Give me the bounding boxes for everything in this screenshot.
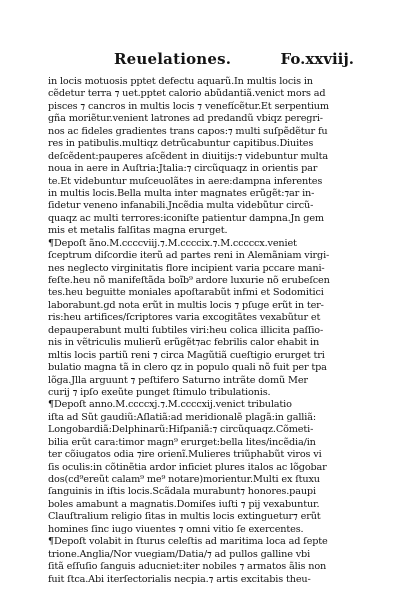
text-line: Clauſtralium religio ſitas in multis locis extinguetur⁊ erũt	[48, 511, 321, 523]
text-line: bilia erũt cara:timor magn⁹ erurget:bella lites/incẽdia/in	[48, 436, 316, 448]
text-line: quaqz ac multi terrores:iconiſte patientur dampna.Jn gem	[48, 212, 324, 224]
text-line: in multis locis.Bella multa inter magnates erũgẽt:⁊ar in-	[48, 187, 315, 199]
text-line: nos ac fideles gradientes trans capos:⁊ multi suſpẽdẽtur fu	[48, 125, 328, 137]
text-line: ris:heu artifices/ſcriptores varia excogitãtes vexabũtur et	[48, 312, 321, 324]
text-line: feſte.heu nõ manifeſtãda boĩb⁹ ardore luxurie nõ erubeſcen	[48, 275, 330, 286]
text-line: iſta ad Sũt gaudiũ:Aſlatiã:ad meridionalẽ plagã:in galliã:	[48, 411, 316, 423]
text-line: homines ſinc iugo viuentes ⁊ omni vitio ſe exercentes.	[48, 523, 304, 535]
running-title: Reuelationes.	[114, 50, 232, 68]
text-line: gña moriẽtur.venient latrones ad predandũ vbiqz peregri-	[48, 113, 323, 125]
text-line: ſis oculis:in cõtinẽtia ardor inficiet plures italos ac lõgobar	[48, 461, 327, 473]
text-line: ſceptrum diſcordie iterũ ad partes reni in Alemãniam virgi-	[48, 250, 330, 262]
text-line: deſcẽdent:pauperes aſcẽdent in diuitijs:⁊ videbuntur multa	[48, 150, 328, 162]
text-line: pisces ⁊ cancros in multis locis ⁊ venefícẽtur.Et serpentium	[48, 100, 329, 112]
text-line: nes neglecto virginitatis flore incipient varia pccare mani-	[48, 262, 325, 274]
text-line: in locis motuosis pptet defectu aquarũ.In multis locis in	[48, 76, 313, 87]
text-line: laborabunt.gd nota erũt in multis locis ⁊ pſuge erũt in ter-	[48, 299, 324, 311]
text-line: ſidetur veneno infanabili.Jncẽdia multa videbũtur circũ-	[48, 200, 314, 212]
text-line: mis et metalis falſitas magna erurget.	[48, 225, 228, 237]
text-line: Longobardiã:Delphinarũ:Hiſpaniã:⁊ circũquaqz.Cõmeti-	[48, 424, 314, 436]
running-header	[48, 50, 354, 72]
text-line: depauperabunt multi ſubtiles viri:heu colica illicita paſſio-	[48, 324, 324, 336]
folio-number: Fo.xxviij.	[280, 50, 354, 68]
text-line: dos(cd⁹ereũt calam⁹ me⁹ notare)morientur.Multi ex ſtuxu	[48, 474, 320, 485]
text-line: trione.Anglia/Nor vuegiam/Datia/⁊ ad pullos galline vbi	[48, 548, 311, 560]
text-block	[48, 76, 360, 586]
text-line: res in patibulis.multiqz detrũcabuntur capitibus.Diuites	[48, 138, 314, 150]
text-line: noua in aere in Auſtria:Jtalia:⁊ circũquaqz in orientis par	[48, 163, 318, 175]
text-line: tes.heu beguitte moniales apoſtarabũt infmi et Sodomitici	[48, 287, 324, 299]
text-line: ſitã eſſuſio ſanguis aducniet:iter nobiles ⁊ armatos ãlis non	[48, 561, 327, 573]
text-line: lõga.Jlla arguunt ⁊ peſtifero Saturno intrãte domũ Mer	[48, 374, 308, 386]
text-line: cẽdetur terra ⁊ uet.pptet calorio abũdantiã.venict mors ad	[48, 88, 326, 100]
text-line: ¶Depoſt anno.M.ccccxj.⁊.M.ccccxij.venict tribulatio	[48, 399, 292, 411]
text-line: ter cõiugatos odia ⁊ire orienĩ.Mulieres triũphabũt viros vi	[48, 449, 322, 461]
text-line: bulatio magna tã in clero qz in populo quali nõ fuit per tpa	[48, 362, 327, 374]
text-line: te.Et videbuntur muſceuolãtes in aere:dampna inferentes	[48, 175, 323, 187]
text-line: ſanguinis in iſtis locis.Scãdala murabunt⁊ honores.paupi	[48, 486, 316, 498]
text-line: ¶Depoſt volabit in ſturus celeſtis ad maritima loca ad ſepte	[48, 536, 328, 548]
text-line: nis in vẽtriculis mulierũ erũgẽt⁊ac febrilis calor ehabit in	[48, 337, 320, 349]
text-line: ¶Depoſt ãno.M.ccccviij.⁊.M.ccccix.⁊.M.cccccx.veniet	[48, 237, 297, 249]
text-line: mltis locis partiũ reni ⁊ circa Magũtiã cueſtigio erurget tri	[48, 349, 325, 361]
text-line: boles amabunt a magnatis.Domiſes iuſti ⁊ pij vexabuntur.	[48, 498, 320, 510]
text-line: curij ⁊ ipſo exeũte punget ſtimulo tribulationis.	[48, 386, 271, 398]
text-line: fuit ſtca.Abi iterſectorialis necpia.⁊ artis excitabis theu-	[48, 573, 311, 585]
